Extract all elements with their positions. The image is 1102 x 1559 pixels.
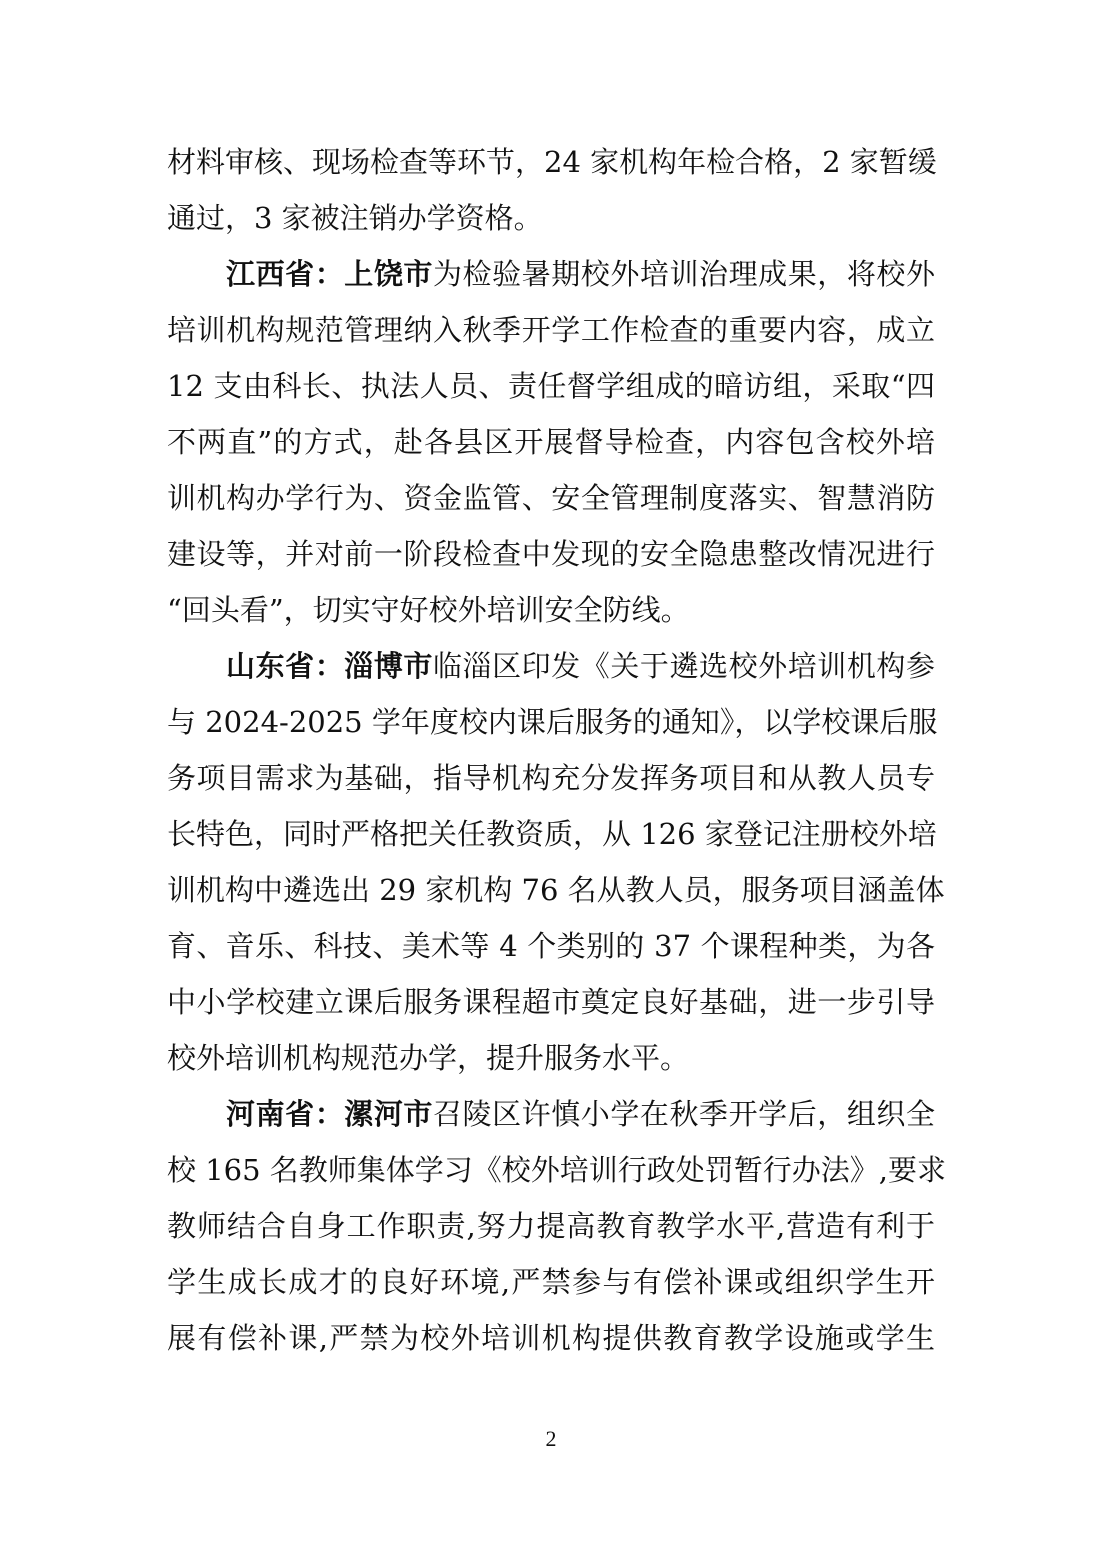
paragraph-first-line (167, 246, 935, 302)
text-line: 通过，3 家被注销办学资格。 (167, 201, 543, 235)
text-run: 召陵区许慎小学在秋季开学后，组织全 (432, 1097, 935, 1131)
paragraph-shandong (167, 638, 945, 1086)
text-line: “回头看”，切实守好校外培训安全防线。 (167, 593, 690, 627)
text-line: 校 165 名教师集体学习《校外培训行政处罚暂行办法》,要求 (167, 1153, 947, 1187)
text-line: 培训机构规范管理纳入秋季开学工作检查的重要内容，成立 (167, 313, 935, 347)
paragraph-first-line (167, 638, 935, 694)
text-line: 不两直”的方式，赴各县区开展督导检查，内容包含校外培 (167, 425, 935, 459)
text-line: 材料审核、现场检查等环节，24 家机构年检合格，2 家暂缓 (167, 145, 937, 179)
text-line: 务项目需求为基础，指导机构充分发挥务项目和从教人员专 (167, 761, 935, 795)
text-line: 建设等，并对前一阶段检查中发现的安全隐患整改情况进行 (167, 537, 935, 571)
city-label: 淄博市 (344, 649, 433, 683)
text-line: 训机构办学行为、资金监管、安全管理制度落实、智慧消防 (167, 481, 935, 515)
text-line: 长特色，同时严格把关任教资质，从 126 家登记注册校外培 (167, 817, 937, 851)
text-line: 12 支由科长、执法人员、责任督学组成的暗访组，采取“四 (167, 369, 935, 403)
city-label: 漯河市 (344, 1097, 433, 1131)
text-line: 中小学校建立课后服务课程超市奠定良好基础，进一步引导 (167, 985, 935, 1019)
text-line: 学生成长成才的良好环境,严禁参与有偿补课或组织学生开 (167, 1265, 935, 1299)
text-line: 训机构中遴选出 29 家机构 76 名从教人员，服务项目涵盖体 (167, 873, 945, 907)
text-line: 展有偿补课,严禁为校外培训机构提供教育教学设施或学生 (167, 1321, 935, 1355)
province-label: 河南省： (226, 1097, 345, 1131)
paragraph-henan (167, 1086, 947, 1366)
text-line: 校外培训机构规范办学，提升服务水平。 (167, 1041, 690, 1075)
document-body (167, 134, 947, 1366)
text-run: 临淄区印发《关于遴选校外培训机构参 (432, 649, 935, 683)
text-line: 与 2024-2025 学年度校内课后服务的通知》，以学校课后服 (167, 705, 938, 739)
paragraph-jiangxi (167, 246, 935, 638)
city-label: 上饶市 (344, 257, 433, 291)
province-label: 江西省： (226, 257, 345, 291)
paragraph-first-line (167, 1086, 935, 1142)
text-run: 为检验暑期校外培训治理成果，将校外 (432, 257, 935, 291)
province-label: 山东省： (226, 649, 345, 683)
page-number: 2 (545, 1426, 557, 1451)
text-line: 教师结合自身工作职责,努力提高教育教学水平,营造有利于 (167, 1209, 935, 1243)
paragraph-continuation (167, 134, 935, 246)
text-line: 育、音乐、科技、美术等 4 个类别的 37 个课程种类，为各 (167, 929, 935, 963)
